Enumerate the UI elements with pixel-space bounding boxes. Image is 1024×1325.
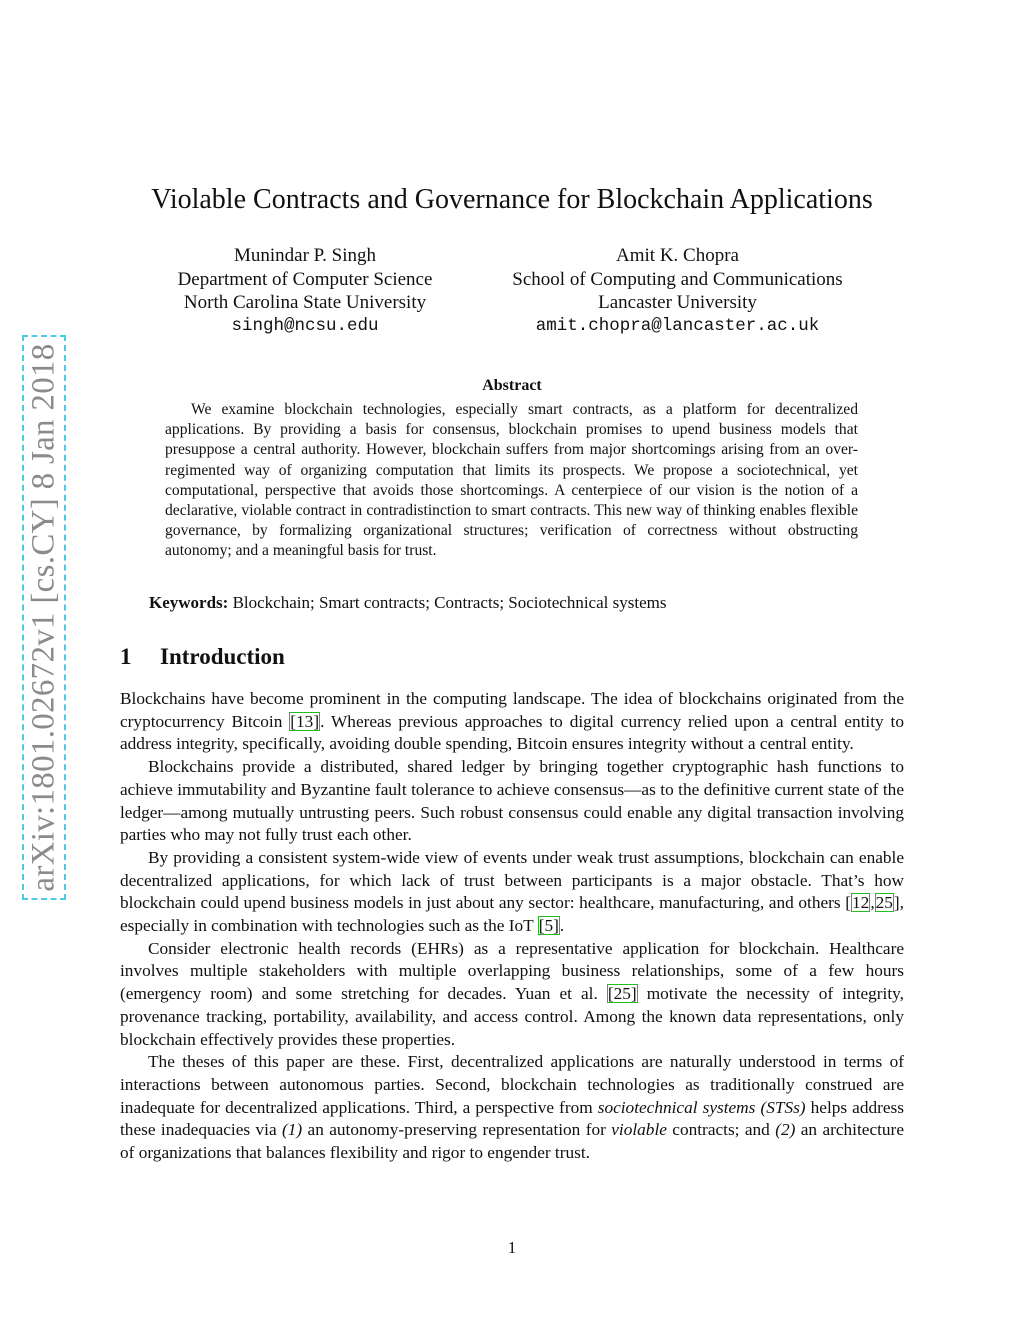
citation-link[interactable]: [13] [290,711,320,731]
keywords [149,593,666,613]
author-name: Munindar P. Singh [234,245,376,266]
arxiv-stamp [22,335,66,900]
emphasis-text: sociotechnical systems (STSs) [597,1097,806,1117]
paragraph-2: Blockchains provide a distributed, shared ledger by bringing together cryptographic hash functions to achieve immutability and Byzantine fault tolerance to achieve consensus—as to the definitive current state of the ledger—among mutually untrusting peers. Such robust consensus could enable any digital transaction involving parties who may not fully trust each other. [120,757,904,845]
citation-link[interactable]: [25] [607,984,637,1004]
page-number: 1 [507,1238,517,1257]
author-department: Department of Computer Science [177,268,433,290]
emphasis-text: violable [611,1120,667,1140]
paragraph-5 [120,1051,904,1165]
section-title: Introduction [160,644,285,669]
author-institution: Lancaster University [598,292,757,313]
introduction-body [120,688,904,1165]
paragraph-text: contracts; and [666,1120,776,1140]
author-email: amit.chopra@lancaster.ac.uk [535,315,820,336]
paragraph-text: The theses of this paper are these. First, decentralized applications are naturally understood in terms of interactions between autonomous parties. Second, blockchain technologies as traditionally construed are inadequate for decentralized applications. Third, a perspective from [120,1052,904,1117]
author-institution: North Carolina State University [183,292,427,313]
section-heading [120,644,285,670]
abstract-text: We examine blockchain technologies, especially smart contracts, as a platform for decentralized applications. By providing a basis for consensus, blockchain promises to upend business models that presuppose a central authority. However, blockchain suffers from major shortcomings arising from an over-regimented way of organizing computation that limits its prospects. We propose a sociotechnical, yet computational, perspective that avoids those shortcomings. A centerpiece of our vision is the notion of a declarative, violable contract in contradistinction to smart contracts. This new way of thinking enables flexible governance, by formalizing organizational structures; verification of correctness without obstructing autonomy; and a meaningful basis for trust. [165,401,858,560]
paragraph-text: . [559,916,565,936]
paragraph-text: an autonomy-preserving representation for [302,1120,612,1140]
paper-title: Violable Contracts and Governance for Blockchain Applications [151,184,873,215]
paragraph-text: By providing a consistent system-wide view of events under weak trust assumptions, blockchain can enable decentralized applications, for which lack of trust between participants is a major obstacle. That’s how blockchain could upend business models in just about any sector: healthcare, manufacturing, and others [ [120,847,904,913]
keywords-text: Blockchain; Smart contracts; Contracts; Sociotechnical systems [232,593,667,612]
paragraph-text: motivate the necessity of integrity, provenance tracking, portability, availability, and access control. Among the known data representations, only blockchain effectively provides these properties. [120,984,904,1049]
citation-link[interactable]: 25 [875,893,893,913]
paragraph-text: helps address these inadequacies via [120,1097,904,1140]
citation-link[interactable]: [5] [538,916,559,936]
arxiv-identifier: arXiv:1801.02672v1 [cs.CY] 8 Jan 2018 [25,343,62,892]
emphasis-text: (1) [282,1120,303,1140]
author-name: Amit K. Chopra [616,245,739,266]
author-block-2 [480,244,875,338]
emphasis-text: (2) [775,1120,796,1140]
author-department: School of Computing and Communications [512,268,843,290]
author-email: singh@ncsu.edu [231,315,379,336]
paragraph-4 [120,938,904,1052]
paragraph-text: . Whereas previous approaches to digital currency relied upon a central entity to address integrity, specifically, avoiding double spending, Bitcoin ensures integrity without a central entity. [120,711,904,754]
paragraph-text: ], especially in combination with technologies such as the IoT [120,893,904,936]
abstract-heading: Abstract [482,377,542,394]
section-number: 1 [120,644,132,669]
keywords-label: Keywords: [149,593,229,612]
paragraph-text: Blockchains have become prominent in the computing landscape. The idea of blockchains originated from the cryptocurrency Bitcoin [120,689,904,731]
author-block-1 [150,244,460,338]
paragraph-1 [120,688,904,756]
paragraph-3 [120,847,904,938]
paragraph-text: an architecture of organizations that balances flexibility and rigor to engender trust. [120,1120,904,1163]
citation-separator: , [870,893,875,913]
citation-link[interactable]: 12 [852,893,870,913]
paragraph-text: Consider electronic health records (EHRs) as a representative application for blockchain. Healthcare involves multiple stakeholders with multiple overlapping business relationships, some of a few hours (emergency room) and some stretching for decades. Yuan et al. [120,938,904,1004]
